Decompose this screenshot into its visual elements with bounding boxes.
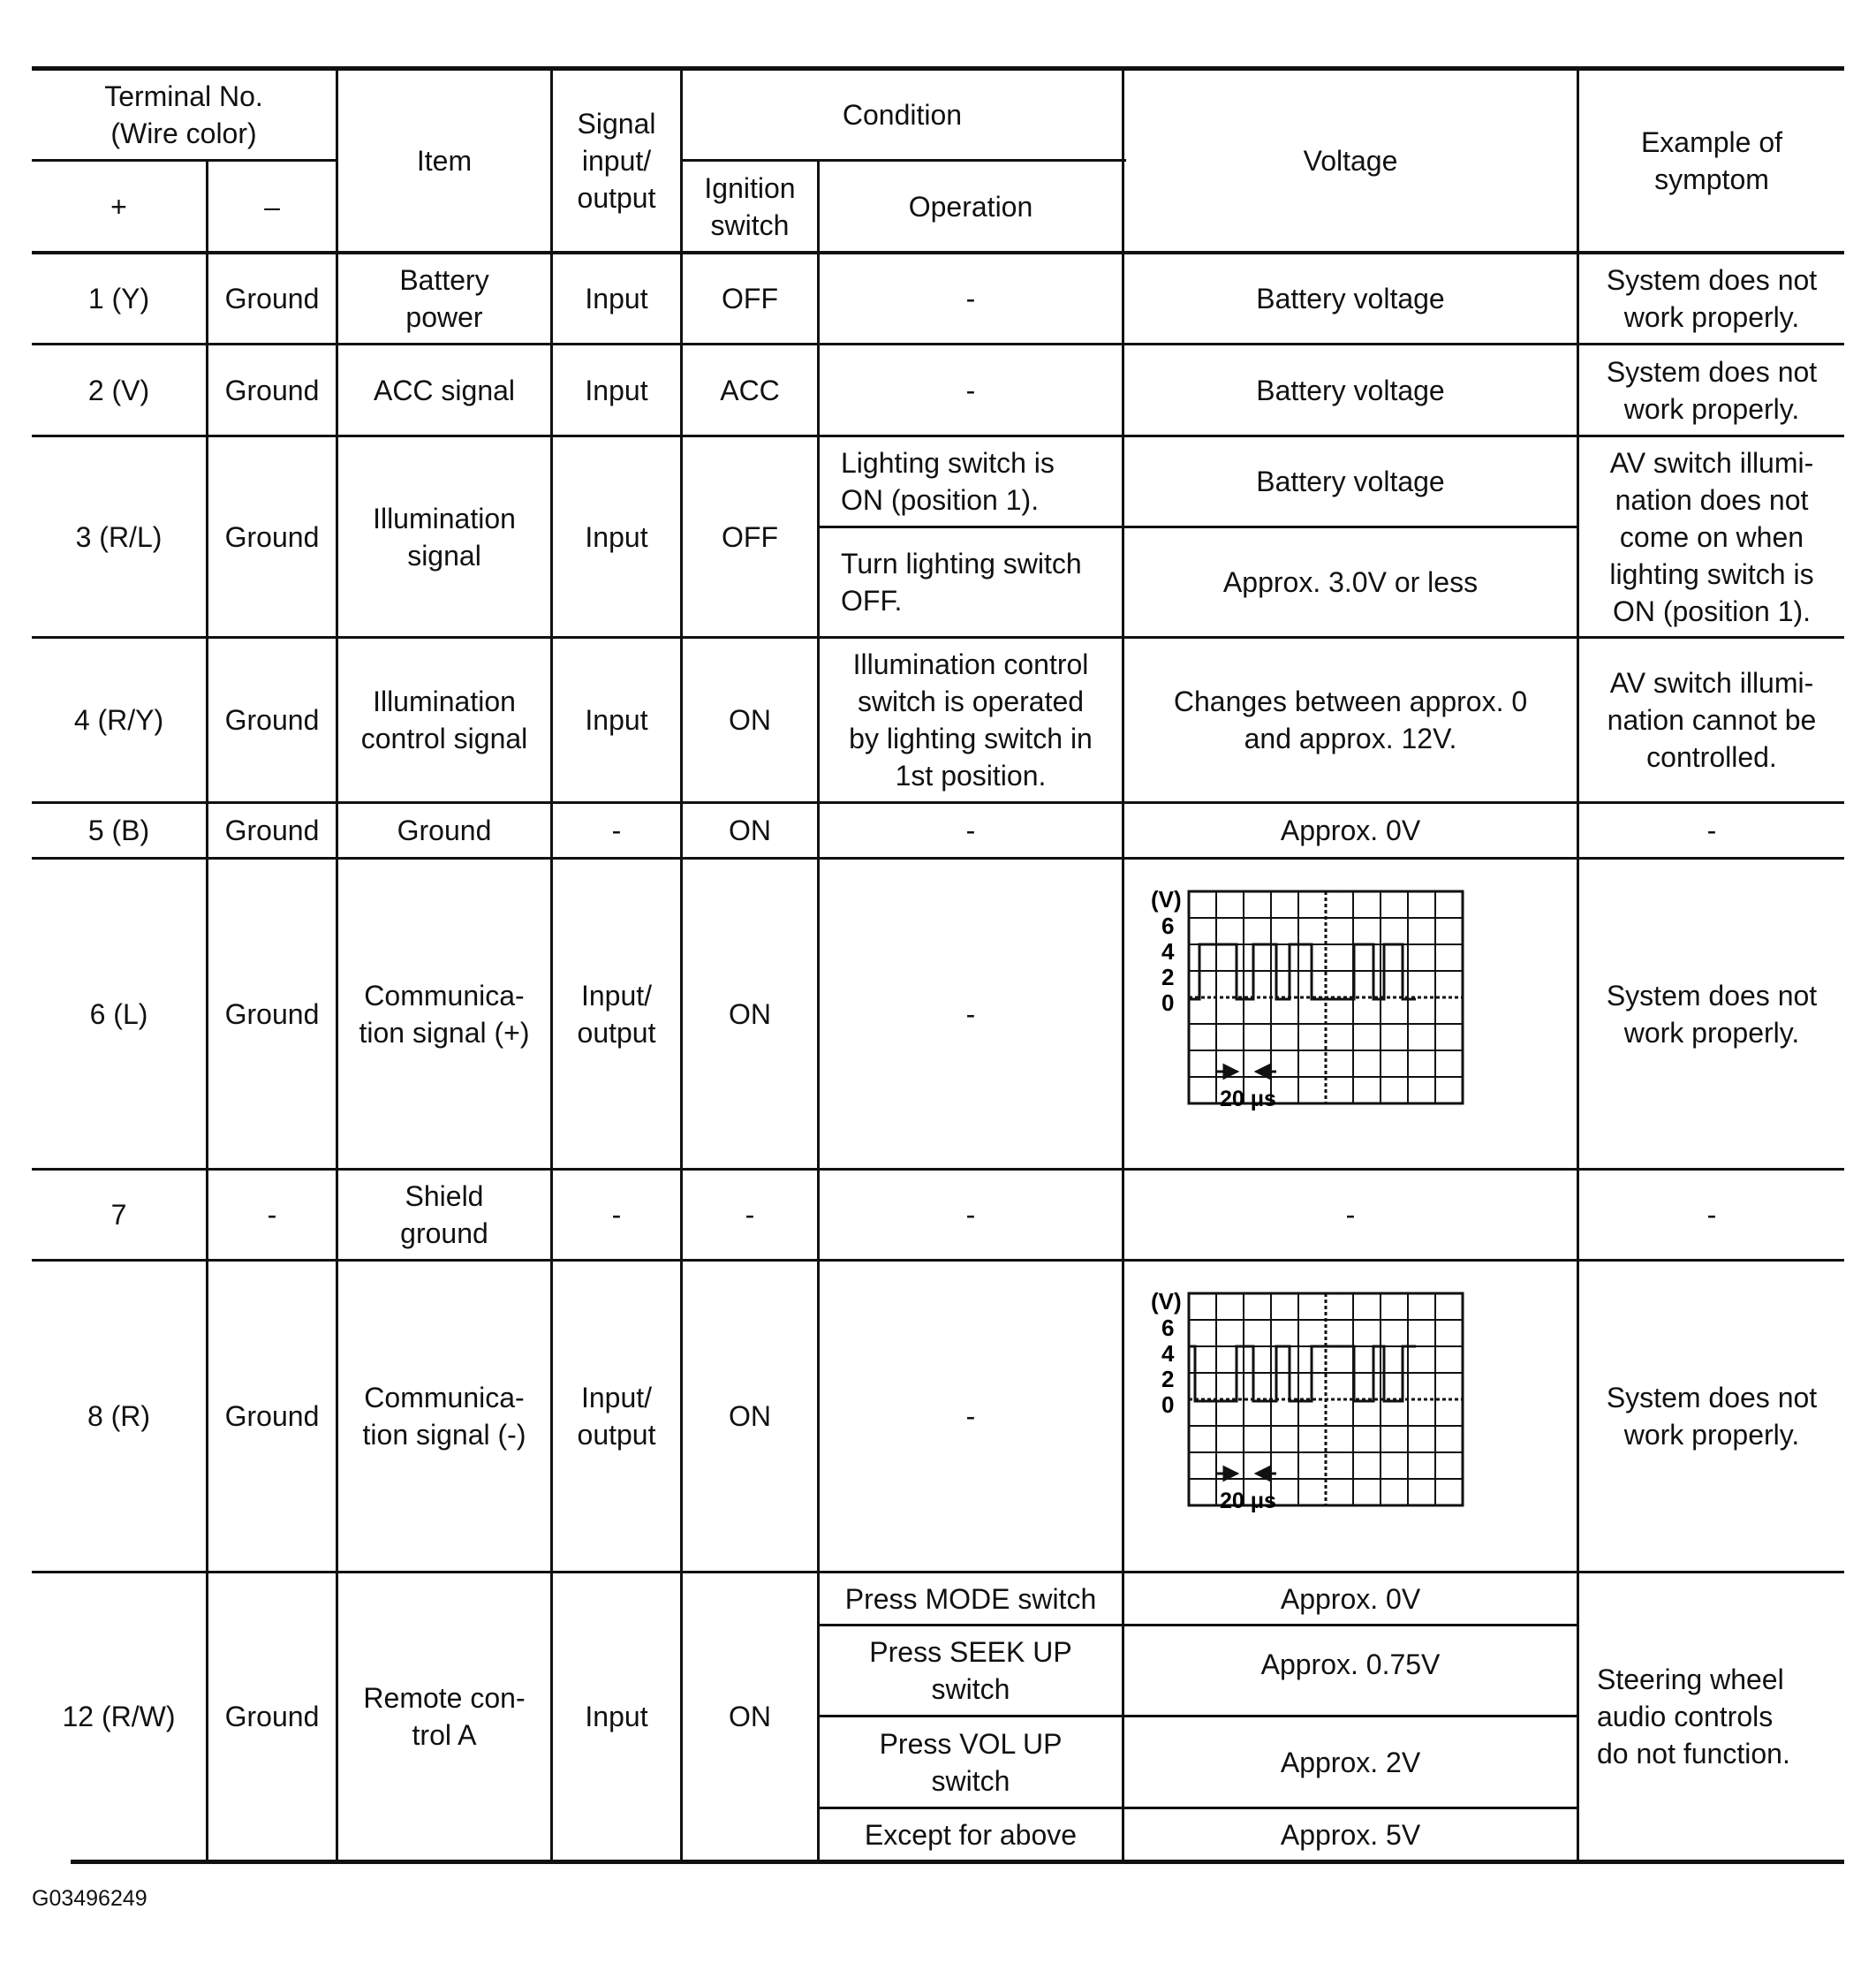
r12-operation-vol-up: Press VOL UP switch: [879, 1727, 1063, 1797]
r6-voltage-waveform: [1124, 860, 1577, 1168]
r4-operation: Illumination control switch is operated by lighting switch in 1st position.: [849, 648, 1093, 792]
r3-operation-on: Lighting switch is ON (position 1).: [841, 447, 1055, 516]
r1-operation: -: [965, 283, 976, 315]
r1-signal: Input: [585, 283, 648, 315]
r7-minus: -: [267, 1199, 277, 1231]
r5-symptom: -: [1706, 815, 1717, 846]
r12-operation-other: Except for above: [864, 1818, 1078, 1851]
r4-signal: Input: [585, 704, 648, 736]
r7-symptom: -: [1706, 1199, 1717, 1231]
r12-voltage-seek-up: Approx. 0.75V: [1260, 1648, 1441, 1680]
r4-plus: 4 (R/Y): [73, 704, 164, 736]
r8-minus: Ground: [224, 1400, 320, 1432]
r5-minus: Ground: [224, 815, 320, 846]
r8-ytick-2: 2: [1161, 1366, 1175, 1392]
r12-voltage-other: Approx. 5V: [1280, 1818, 1421, 1851]
r6-signal: Input/ output: [577, 979, 656, 1049]
r2-operation: -: [965, 374, 976, 406]
figure-code: G03496249: [32, 1886, 148, 1911]
r3-minus: Ground: [224, 520, 320, 553]
r3-item: Illumination signal: [373, 502, 516, 572]
header-operation: Operation: [908, 190, 1033, 223]
r5-item: Ground: [397, 815, 492, 846]
r1-voltage: Battery voltage: [1256, 283, 1445, 315]
header-symptom: Example of symptom: [1640, 126, 1783, 195]
r12-plus: 12 (R/W): [62, 1701, 176, 1732]
r12-item: Remote con- trol A: [363, 1682, 526, 1751]
r2-minus: Ground: [224, 374, 320, 406]
r8-ignition: ON: [729, 1400, 771, 1432]
r1-minus: Ground: [224, 283, 320, 315]
r8-operation: -: [965, 1400, 976, 1432]
r6-symptom: System does not work properly.: [1606, 979, 1818, 1049]
header-minus: –: [264, 190, 280, 223]
r5-signal: -: [611, 815, 622, 846]
r8-ytick-0: 0: [1161, 1391, 1175, 1418]
r8-item: Communica- tion signal (-): [362, 1382, 526, 1451]
r3-plus: 3 (R/L): [75, 520, 163, 553]
r4-item: Illumination control signal: [360, 686, 528, 754]
r5-operation: -: [965, 815, 976, 846]
r2-item: ACC signal: [373, 374, 516, 406]
r3-voltage-on: Battery voltage: [1256, 466, 1445, 497]
r2-ignition: ACC: [720, 374, 780, 406]
r8-voltage-waveform: [1124, 1262, 1577, 1571]
r6-minus: Ground: [224, 997, 320, 1030]
r2-voltage: Battery voltage: [1256, 374, 1445, 406]
r4-symptom: AV switch illumi- nation cannot be controlled.: [1607, 667, 1817, 773]
r6-time-marker: [1217, 1065, 1276, 1078]
r6-item: Communica- tion signal (+): [359, 979, 530, 1049]
header-plus: +: [110, 190, 127, 223]
r8-ytick-6: 6: [1161, 1315, 1175, 1341]
r7-ignition: -: [745, 1199, 755, 1231]
r5-plus: 5 (B): [87, 815, 150, 846]
r8-time-label: 20 μs: [1220, 1489, 1276, 1513]
r12-signal: Input: [585, 1701, 648, 1732]
r7-voltage: -: [1345, 1199, 1356, 1231]
r3-voltage-off: Approx. 3.0V or less: [1222, 566, 1479, 598]
r3-operation-off: Turn lighting switch OFF.: [841, 548, 1082, 617]
r8-time-marker: [1217, 1467, 1276, 1480]
r7-plus: 7: [110, 1199, 127, 1231]
r6-ytick-2: 2: [1161, 964, 1175, 990]
r7-item: Shield ground: [400, 1180, 488, 1249]
r12-voltage-mode: Approx. 0V: [1280, 1582, 1421, 1615]
r12-operation-mode: Press MODE switch: [844, 1582, 1097, 1615]
r6-time-label: 20 μs: [1220, 1087, 1276, 1111]
r4-ignition: ON: [729, 704, 771, 736]
r1-symptom: System does not work properly.: [1606, 264, 1818, 333]
r12-voltage-vol-up: Approx. 2V: [1280, 1746, 1421, 1778]
r5-voltage: Approx. 0V: [1280, 815, 1421, 846]
r12-ignition: ON: [729, 1701, 771, 1732]
header-item: Item: [416, 145, 473, 177]
r6-ignition: ON: [729, 997, 771, 1030]
header-condition: Condition: [842, 99, 963, 131]
r3-symptom: AV switch illumi- nation does not come on when lighting switch is ON (position 1).: [1609, 446, 1814, 627]
r4-voltage: Changes between approx. 0 and approx. 12V.: [1173, 686, 1528, 754]
r6-unit-label: (V): [1151, 886, 1182, 913]
header-terminal-no: Terminal No. (Wire color): [104, 80, 263, 149]
r1-plus: 1 (Y): [87, 283, 150, 315]
header-signal: Signal input/ output: [577, 108, 656, 214]
r3-ignition: OFF: [722, 520, 778, 553]
r6-ytick-6: 6: [1161, 913, 1175, 939]
r2-plus: 2 (V): [87, 374, 150, 406]
r7-signal: -: [611, 1199, 622, 1231]
r1-ignition: OFF: [722, 283, 778, 315]
r12-minus: Ground: [224, 1701, 320, 1732]
r6-plus: 6 (L): [89, 997, 148, 1030]
r2-symptom: System does not work properly.: [1606, 355, 1818, 425]
r6-operation: -: [965, 997, 976, 1030]
r6-ytick-0: 0: [1161, 989, 1175, 1016]
r3-signal: Input: [585, 520, 648, 553]
r12-operation-seek-up: Press SEEK UP switch: [869, 1636, 1072, 1705]
r7-operation: -: [965, 1199, 976, 1231]
header-voltage: Voltage: [1303, 145, 1398, 177]
r12-symptom: Steering wheel audio controls do not function.: [1597, 1663, 1790, 1770]
r6-ytick-4: 4: [1161, 938, 1175, 965]
r1-item: Battery power: [399, 264, 489, 333]
r2-signal: Input: [585, 374, 648, 406]
r4-minus: Ground: [224, 704, 320, 736]
r8-signal: Input/ output: [577, 1382, 656, 1451]
r8-unit-label: (V): [1151, 1288, 1182, 1315]
r5-ignition: ON: [729, 815, 771, 846]
r8-plus: 8 (R): [87, 1400, 151, 1432]
header-ignition-switch: Ignition switch: [704, 171, 796, 241]
r8-ytick-4: 4: [1161, 1340, 1175, 1367]
r8-symptom: System does not work properly.: [1606, 1382, 1818, 1451]
